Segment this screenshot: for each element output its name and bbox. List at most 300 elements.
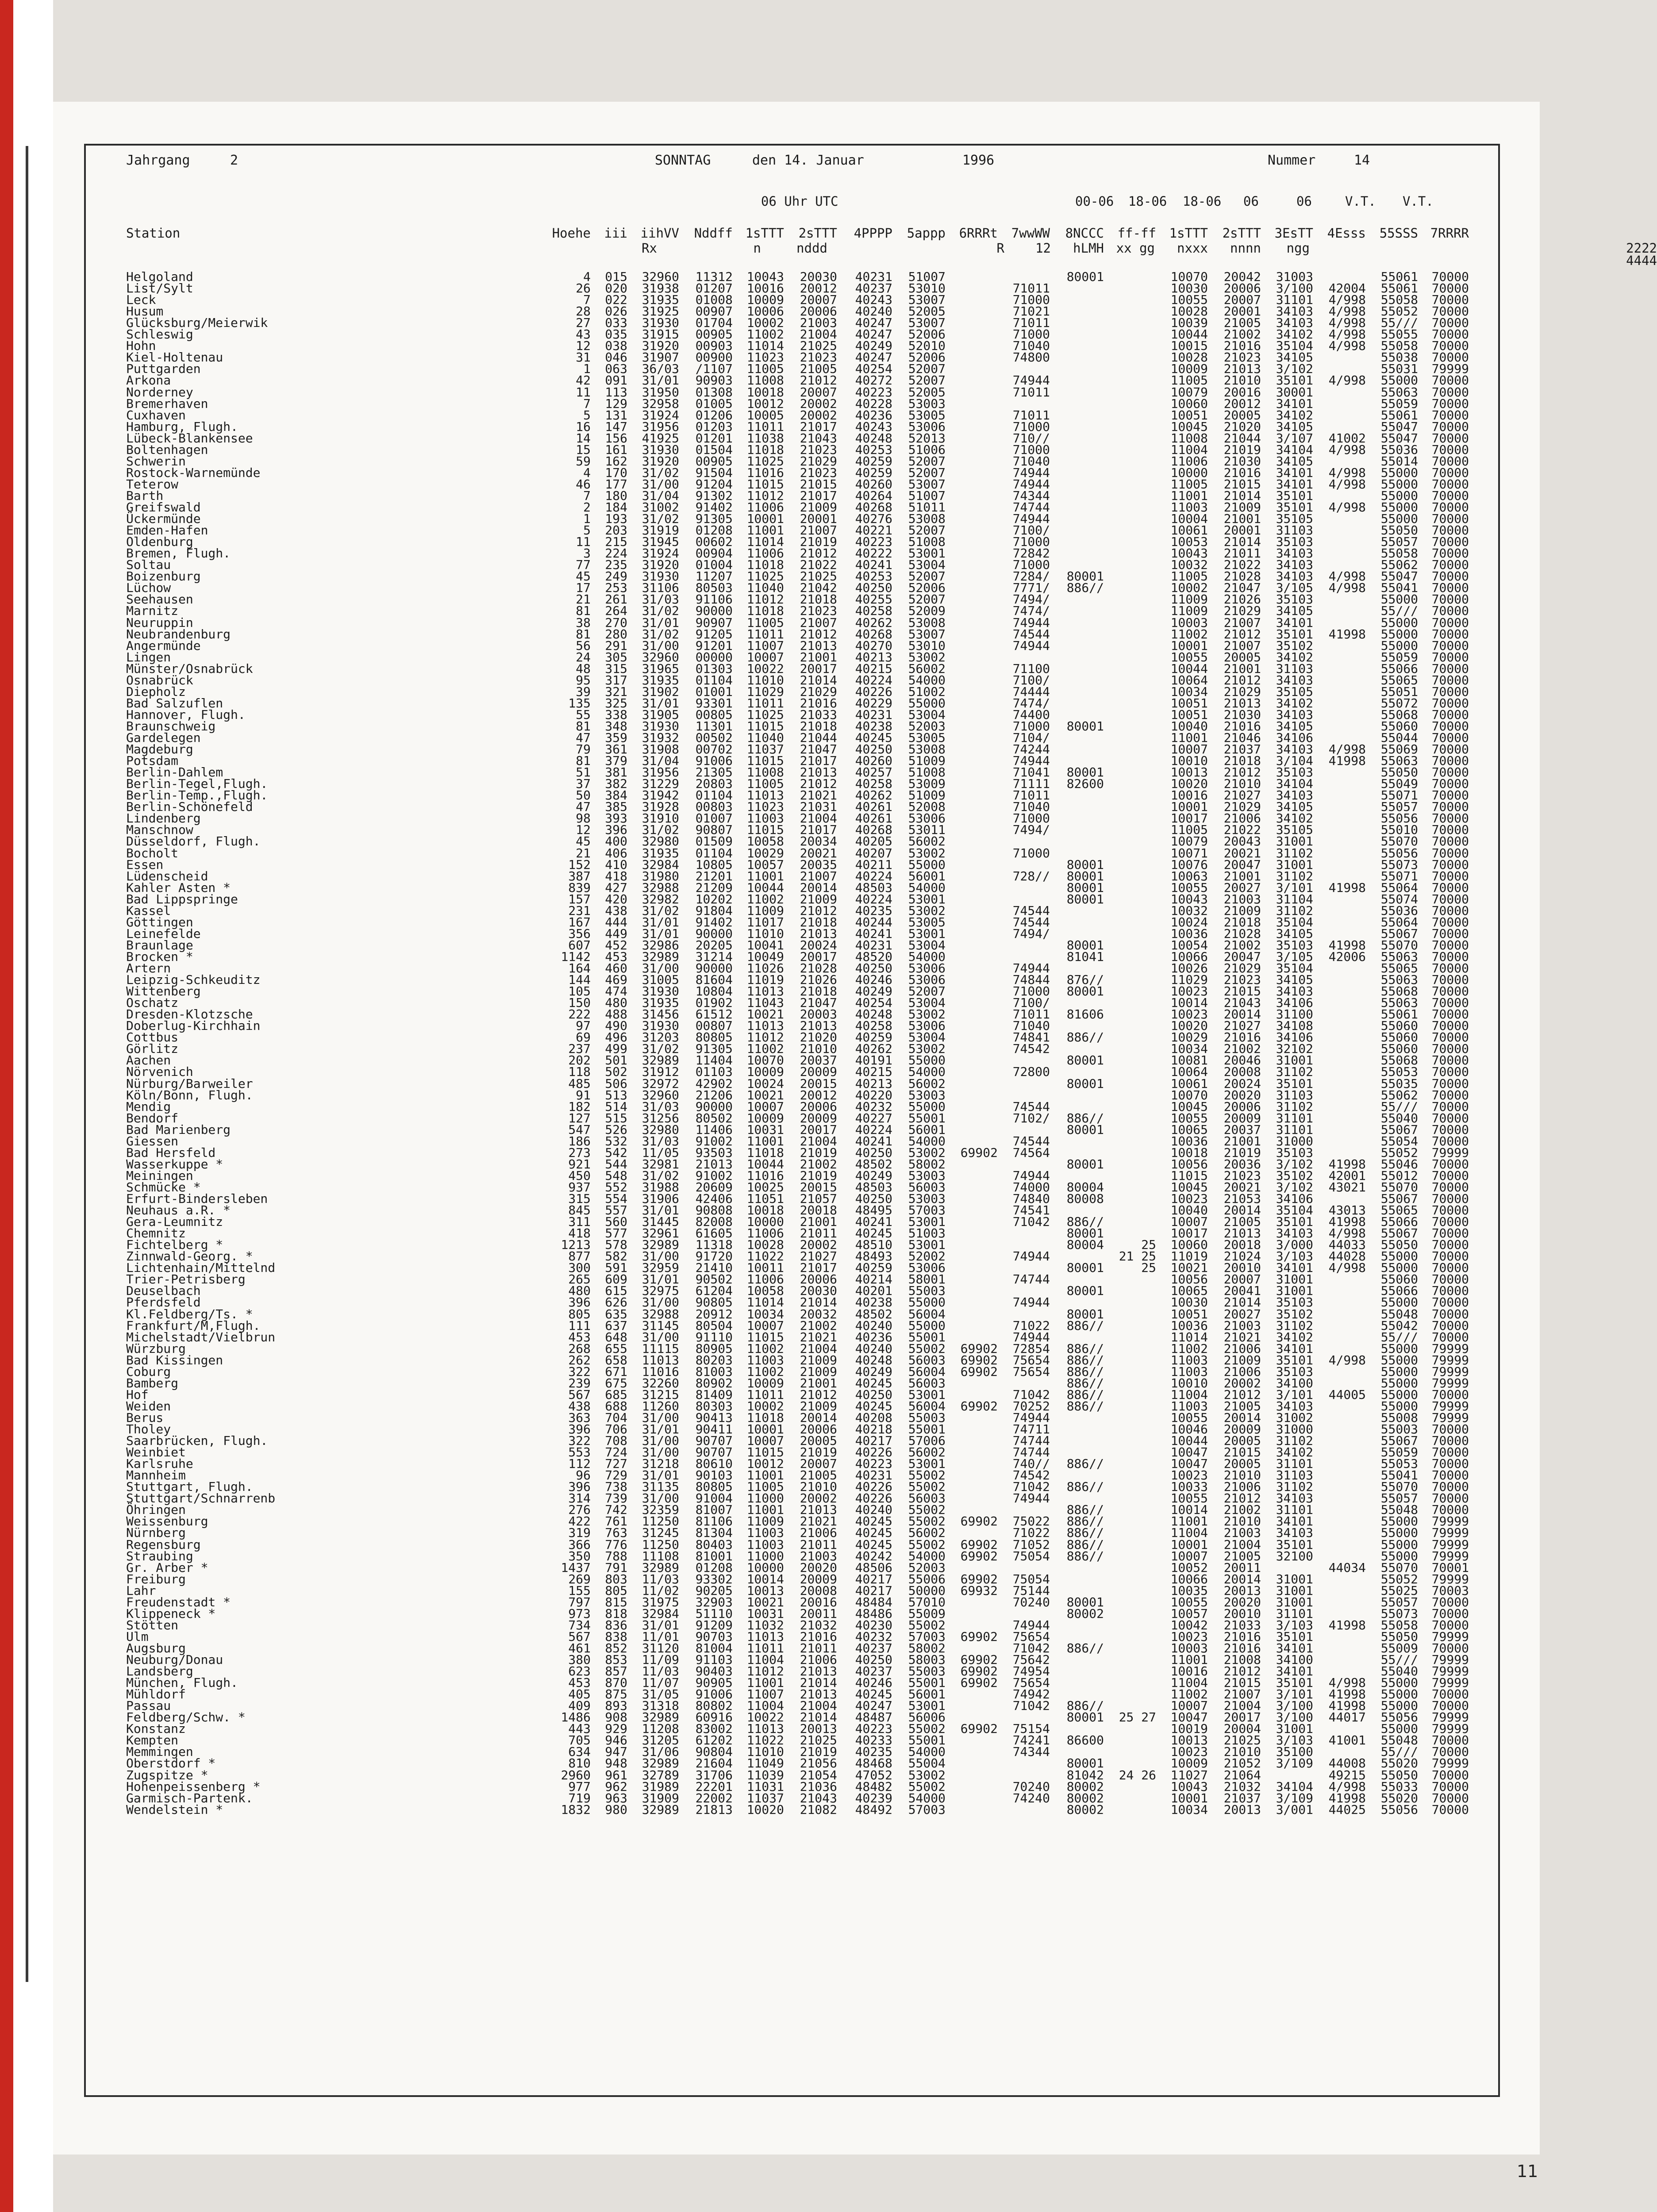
- cell-1sttt2: 10066: [1170, 949, 1208, 964]
- cell-nddff: 91504: [695, 465, 733, 480]
- cell-7rrrr: 70000: [1431, 718, 1469, 733]
- station-name: Seehausen: [126, 592, 193, 607]
- cell-6rrrt: 69902: [960, 1629, 998, 1644]
- cell-2sttt: 21029: [800, 684, 837, 699]
- cell-hoehe: 7: [583, 292, 591, 307]
- cell-hoehe: 17: [576, 580, 591, 595]
- cell-55sss: 55067: [1380, 1226, 1418, 1241]
- cell-iii: 038: [605, 338, 627, 353]
- cell-55sss: 55056: [1380, 1710, 1418, 1725]
- cell-iihvv: 11/05: [642, 1145, 679, 1160]
- cell-3estt: 34101: [1276, 1640, 1313, 1655]
- cell-nddff: 00905: [695, 327, 733, 342]
- cell-5appp: 52010: [908, 338, 946, 353]
- cell-nddff: 01303: [695, 661, 733, 676]
- col-header-6rrrt: 6RRRt: [959, 226, 998, 241]
- cell-1sttt: 11038: [746, 430, 784, 445]
- table-row: [0, 720, 1577, 733]
- cell-1sttt2: 10070: [1170, 269, 1208, 284]
- cell-iihvv: 31203: [642, 1030, 679, 1045]
- station-name: Passau: [126, 1698, 171, 1713]
- table-row: [0, 1331, 1577, 1344]
- cell-2sttt: 21047: [800, 995, 837, 1010]
- cell-7rrrr: 70000: [1431, 1064, 1469, 1079]
- cell-1sttt2: 10034: [1170, 684, 1208, 699]
- cell-iihvv: 32988: [642, 880, 679, 895]
- cell-4pppp: 40238: [855, 718, 892, 733]
- cell-7rrrr: 70000: [1431, 788, 1469, 803]
- cell-hoehe: 14: [576, 430, 591, 445]
- cell-2sttt: 20030: [800, 269, 837, 284]
- cell-5appp: 58002: [908, 1640, 946, 1655]
- cell-7wwww: 74744: [1012, 500, 1050, 515]
- cell-3estt: 34104: [1276, 442, 1313, 457]
- cell-3estt: 34103: [1276, 557, 1313, 572]
- cell-2sttt2: 20018: [1223, 1237, 1261, 1252]
- station-name: Wasserkuppe *: [126, 1156, 223, 1171]
- cell-iii: 852: [605, 1640, 627, 1655]
- cell-1sttt2: 10007: [1170, 1698, 1208, 1713]
- cell-5appp: 55001: [908, 1675, 946, 1690]
- cell-2sttt2: 21003: [1223, 1525, 1261, 1540]
- table-row: [0, 1435, 1577, 1447]
- cell-3estt: 3/105: [1276, 949, 1313, 964]
- cell-hoehe: 11: [576, 384, 591, 399]
- cell-1sttt2: 10051: [1170, 407, 1208, 422]
- cell-2sttt2: 21028: [1223, 926, 1261, 941]
- cell-2sttt: 21018: [800, 914, 837, 929]
- cell-2sttt2: 21015: [1223, 476, 1261, 492]
- table-row: [0, 1585, 1577, 1597]
- cell-1sttt2: 10051: [1170, 695, 1208, 710]
- cell-4pppp: 40249: [855, 1168, 892, 1183]
- cell-6rrrt: 69902: [960, 1548, 998, 1563]
- cell-2sttt: 21018: [800, 984, 837, 999]
- cell-iihvv: 32984: [642, 1606, 679, 1621]
- station-name: Meiningen: [126, 1168, 193, 1183]
- cell-8nccc: 80004: [1066, 1179, 1104, 1194]
- cell-nddff: 20205: [695, 937, 733, 952]
- cell-3estt: 31000: [1276, 1422, 1313, 1436]
- cell-2sttt: 21014: [800, 1675, 837, 1690]
- cell-55sss: 55050: [1380, 1237, 1418, 1252]
- cell-7rrrr: 70000: [1431, 1191, 1469, 1206]
- cell-nddff: 90502: [695, 1272, 733, 1287]
- cell-iihvv: 31/02: [642, 603, 679, 618]
- cell-7rrrr: 70000: [1431, 1018, 1469, 1033]
- cell-7wwww: 71011: [1012, 788, 1050, 803]
- cell-2sttt: 20034: [800, 834, 837, 849]
- cell-iii: 385: [605, 799, 627, 814]
- cell-2sttt: 21047: [800, 742, 837, 757]
- cell-1sttt: 10018: [746, 1203, 784, 1218]
- cell-1sttt2: 10020: [1170, 776, 1208, 791]
- cell-5appp: 53001: [908, 1237, 946, 1252]
- cell-1sttt2: 10079: [1170, 384, 1208, 399]
- cell-5appp: 53001: [908, 1698, 946, 1713]
- cell-1sttt: 10001: [746, 1422, 784, 1436]
- cell-2sttt: 21013: [800, 1502, 837, 1517]
- cell-55sss: 55048: [1380, 1306, 1418, 1321]
- cell-iii: 675: [605, 1375, 627, 1390]
- station-name: Berlin-Temp.,Flugh.: [126, 788, 268, 803]
- cell-8nccc: 80001: [1066, 1226, 1104, 1241]
- cell-1sttt2: 10042: [1170, 1617, 1208, 1632]
- table-row: [0, 674, 1577, 687]
- cell-8nccc: 81041: [1066, 949, 1104, 964]
- cell-hoehe: 623: [568, 1664, 591, 1679]
- cell-2sttt: 21012: [800, 776, 837, 791]
- cell-55sss: 55070: [1380, 1479, 1418, 1494]
- cell-5appp: 55002: [908, 1779, 946, 1794]
- cell-hoehe: 47: [576, 730, 591, 745]
- cell-1sttt2: 11001: [1170, 488, 1208, 503]
- cell-iihvv: 31/00: [642, 1295, 679, 1310]
- cell-7rrrr: 70000: [1431, 338, 1469, 353]
- cell-hoehe: 28: [576, 304, 591, 319]
- cell-hoehe: 418: [568, 1226, 591, 1241]
- station-name: Teterow: [126, 476, 179, 492]
- cell-8nccc: 886//: [1066, 1502, 1104, 1517]
- cell-2sttt: 20001: [800, 511, 837, 526]
- cell-hoehe: 69: [576, 1030, 591, 1045]
- cell-4pppp: 40249: [855, 338, 892, 353]
- cell-1sttt: 11016: [746, 1168, 784, 1183]
- cell-iii: 929: [605, 1721, 627, 1736]
- cell-7rrrr: 70000: [1431, 649, 1469, 664]
- cell-iii: 147: [605, 419, 627, 434]
- cell-nddff: 80502: [695, 1110, 733, 1125]
- cell-2sttt2: 21028: [1223, 569, 1261, 584]
- cell-iihvv: 32981: [642, 1156, 679, 1171]
- cell-7rrrr: 70000: [1431, 442, 1469, 457]
- cell-iihvv: 31945: [642, 534, 679, 549]
- cell-nddff: 11312: [695, 269, 733, 284]
- station-name: Artern: [126, 961, 171, 975]
- jahrgang-value: 2: [230, 153, 238, 168]
- cell-hoehe: 21: [576, 845, 591, 860]
- cell-2sttt: 21017: [800, 419, 837, 434]
- cell-7rrrr: 70000: [1431, 765, 1469, 780]
- cell-55sss: 55059: [1380, 396, 1418, 411]
- cell-55sss: 55000: [1380, 1352, 1418, 1367]
- cell-5appp: 54000: [908, 672, 946, 687]
- cell-7rrrr: 79999: [1431, 1364, 1469, 1379]
- table-row: [0, 605, 1577, 617]
- cell-2sttt2: 20027: [1223, 880, 1261, 895]
- cell-iii: 203: [605, 523, 627, 538]
- cell-ffff: 25 27: [1119, 1710, 1156, 1725]
- cell-2sttt: 21017: [800, 753, 837, 768]
- cell-7wwww: 71022: [1012, 1525, 1050, 1540]
- cell-iii: 317: [605, 672, 627, 687]
- cell-3estt: 34101: [1276, 1664, 1313, 1679]
- cell-4pppp: 40257: [855, 765, 892, 780]
- cell-5appp: 55000: [908, 1099, 946, 1114]
- cell-5appp: 55000: [908, 1295, 946, 1310]
- station-name: Hof: [126, 1387, 149, 1402]
- cell-7rrrr: 70000: [1431, 500, 1469, 515]
- cell-2sttt: 21025: [800, 569, 837, 584]
- cell-iihvv: 11/01: [642, 1629, 679, 1644]
- cell-iihvv: 31956: [642, 765, 679, 780]
- cell-5appp: 53008: [908, 742, 946, 757]
- cell-55sss: 55074: [1380, 891, 1418, 906]
- cell-1sttt: 11001: [746, 1502, 784, 1517]
- cell-hoehe: 567: [568, 1629, 591, 1644]
- cell-8nccc: 886//: [1066, 1514, 1104, 1529]
- cell-6rrrt: 69932: [960, 1583, 998, 1598]
- cell-1sttt2: 10023: [1170, 1191, 1208, 1206]
- cell-5appp: 54000: [908, 1064, 946, 1079]
- cell-2sttt2: 21018: [1223, 914, 1261, 929]
- cell-5appp: 53008: [908, 615, 946, 630]
- cell-nddff: 42902: [695, 1076, 733, 1091]
- cell-4pppp: 40220: [855, 1087, 892, 1102]
- cell-2sttt2: 21016: [1223, 1640, 1261, 1655]
- cell-4esss: 44005: [1328, 1387, 1366, 1402]
- cell-7wwww: 71111: [1012, 776, 1050, 791]
- cell-1sttt2: 10024: [1170, 914, 1208, 929]
- cell-hoehe: 202: [568, 1053, 591, 1068]
- cell-1sttt: 11012: [746, 1664, 784, 1679]
- cell-2sttt2: 20016: [1223, 384, 1261, 399]
- cell-7wwww: 72842: [1012, 546, 1050, 561]
- cell-2sttt2: 21012: [1223, 1491, 1261, 1506]
- cell-hoehe: 719: [568, 1790, 591, 1805]
- cell-hoehe: 2: [583, 500, 591, 515]
- cell-1sttt: 11013: [746, 1721, 784, 1736]
- cell-hoehe: 31: [576, 350, 591, 365]
- cell-nddff: 01104: [695, 788, 733, 803]
- cell-7rrrr: 70000: [1431, 269, 1469, 284]
- cell-8nccc: 886//: [1066, 1352, 1104, 1367]
- cell-3estt: 34103: [1276, 788, 1313, 803]
- cell-4pppp: 40258: [855, 776, 892, 791]
- cell-2sttt: 21014: [800, 1710, 837, 1725]
- cell-1sttt2: 10015: [1170, 338, 1208, 353]
- table-row: [0, 640, 1577, 652]
- cell-1sttt: 11006: [746, 1272, 784, 1287]
- cell-7rrrr: 70000: [1431, 615, 1469, 630]
- cell-2sttt2: 21022: [1223, 822, 1261, 837]
- cell-3estt: 31103: [1276, 523, 1313, 538]
- cell-4pppp: 40260: [855, 476, 892, 492]
- cell-4pppp: 40223: [855, 384, 892, 399]
- cell-4esss: 41998: [1328, 1698, 1366, 1713]
- cell-nddff: 91201: [695, 638, 733, 653]
- table-row: [0, 1527, 1577, 1539]
- cell-iihvv: 32988: [642, 1306, 679, 1321]
- table-row: [0, 1631, 1577, 1643]
- cell-nddff: 00602: [695, 534, 733, 549]
- cell-hoehe: 366: [568, 1537, 591, 1552]
- cell-3estt: 35104: [1276, 914, 1313, 929]
- cell-4pppp: 40259: [855, 465, 892, 480]
- cell-hoehe: 396: [568, 1479, 591, 1494]
- cell-7rrrr: 70000: [1431, 1617, 1469, 1632]
- cell-55sss: 55000: [1380, 500, 1418, 515]
- cell-3estt: 31102: [1276, 1064, 1313, 1079]
- cell-iii: 946: [605, 1733, 627, 1748]
- cell-nddff: 80303: [695, 1398, 733, 1413]
- cell-3estt: 34102: [1276, 327, 1313, 342]
- cell-1sttt: 11016: [746, 465, 784, 480]
- cell-2sttt2: 21046: [1223, 730, 1261, 745]
- col-sub-1sttt: n: [753, 241, 761, 256]
- cell-nddff: 91002: [695, 1168, 733, 1183]
- cell-hoehe: 977: [568, 1779, 591, 1794]
- cell-3estt: 31101: [1276, 1606, 1313, 1621]
- cell-1sttt2: 10055: [1170, 880, 1208, 895]
- cell-3estt: 34103: [1276, 1525, 1313, 1540]
- cell-1sttt2: 10013: [1170, 765, 1208, 780]
- cell-5appp: 53006: [908, 972, 946, 987]
- cell-7wwww: 71021: [1012, 304, 1050, 319]
- col-header-2sttt2: 2sTTT: [1222, 226, 1261, 241]
- cell-2sttt: 20020: [800, 1560, 837, 1575]
- cell-7rrrr: 70000: [1431, 972, 1469, 987]
- cell-1sttt2: 10019: [1170, 1721, 1208, 1736]
- cell-7wwww: 7284/: [1012, 569, 1050, 584]
- cell-4pppp: 40215: [855, 661, 892, 676]
- cell-55sss: 55000: [1380, 1537, 1418, 1552]
- cell-2sttt2: 20014: [1223, 1410, 1261, 1425]
- cell-2sttt2: 20017: [1223, 1710, 1261, 1725]
- cell-iii: 156: [605, 430, 627, 445]
- cell-4pppp: 40247: [855, 327, 892, 342]
- cell-7rrrr: 70000: [1431, 511, 1469, 526]
- cell-iihvv: 11260: [642, 1398, 679, 1413]
- station-name: Giessen: [126, 1133, 179, 1148]
- cell-3estt: 31001: [1276, 1053, 1313, 1068]
- cell-7wwww: 71041: [1012, 765, 1050, 780]
- cell-iii: 379: [605, 753, 627, 768]
- cell-nddff: 00803: [695, 799, 733, 814]
- cell-iihvv: 31005: [642, 972, 679, 987]
- cell-2sttt: 20003: [800, 1007, 837, 1022]
- cell-hoehe: 396: [568, 1422, 591, 1436]
- cell-8nccc: 886//: [1066, 1525, 1104, 1540]
- cell-3estt: 31103: [1276, 1087, 1313, 1102]
- cell-1sttt2: 10013: [1170, 1733, 1208, 1748]
- cell-hoehe: 797: [568, 1594, 591, 1609]
- cell-2sttt: 21056: [800, 1756, 837, 1771]
- cell-2sttt2: 20042: [1223, 269, 1261, 284]
- cell-1sttt: 10012: [746, 396, 784, 411]
- cell-7rrrr: 70000: [1431, 1479, 1469, 1494]
- cell-3estt: 3/101: [1276, 1687, 1313, 1702]
- cell-iii: 382: [605, 776, 627, 791]
- cell-2sttt2: 21030: [1223, 707, 1261, 722]
- cell-iihvv: 31930: [642, 984, 679, 999]
- cell-7rrrr: 70000: [1431, 465, 1469, 480]
- cell-nddff: 91204: [695, 476, 733, 492]
- cell-iii: 400: [605, 834, 627, 849]
- cell-1sttt: 10009: [746, 1110, 784, 1125]
- cell-iihvv: 31/00: [642, 1445, 679, 1460]
- cell-4esss: 42006: [1328, 949, 1366, 964]
- cell-55sss: 55044: [1380, 730, 1418, 745]
- cell-3estt: 34101: [1276, 465, 1313, 480]
- cell-1sttt: 11012: [746, 488, 784, 503]
- cell-2sttt2: 21011: [1223, 546, 1261, 561]
- cell-5appp: 52013: [908, 430, 946, 445]
- cell-5appp: 52005: [908, 304, 946, 319]
- station-name: Oberstdorf *: [126, 1756, 216, 1771]
- cell-nddff: 00905: [695, 453, 733, 469]
- cell-2sttt2: 20005: [1223, 649, 1261, 664]
- cell-4pppp: 48506: [855, 1560, 892, 1575]
- cell-1sttt2: 10001: [1170, 638, 1208, 653]
- cell-1sttt2: 10033: [1170, 1479, 1208, 1494]
- cell-4pppp: 40231: [855, 1468, 892, 1483]
- cell-5appp: 55000: [908, 1318, 946, 1333]
- cell-55sss: 55058: [1380, 1617, 1418, 1632]
- cell-iihvv: 31/06: [642, 1744, 679, 1759]
- cell-2sttt2: 21005: [1223, 1398, 1261, 1413]
- cell-iihvv: 31/03: [642, 1133, 679, 1148]
- cell-1sttt: 10005: [746, 407, 784, 422]
- table-row: [0, 709, 1577, 721]
- cell-iihvv: 31/01: [642, 1422, 679, 1436]
- cell-7rrrr: 70000: [1431, 557, 1469, 572]
- cell-2sttt2: 20014: [1223, 1203, 1261, 1218]
- cell-7wwww: 74944: [1012, 1168, 1050, 1183]
- cell-nddff: 01902: [695, 995, 733, 1010]
- cell-hoehe: 38: [576, 615, 591, 630]
- cell-nddff: 31214: [695, 949, 733, 964]
- table-row: [0, 1273, 1577, 1286]
- cell-hoehe: 973: [568, 1606, 591, 1621]
- cell-1sttt: 11005: [746, 361, 784, 376]
- cell-7rrrr: 79999: [1431, 1652, 1469, 1667]
- station-name: Göttingen: [126, 914, 193, 929]
- cell-nddff: 91302: [695, 488, 733, 503]
- cell-2sttt2: 21007: [1223, 1687, 1261, 1702]
- cell-hoehe: 311: [568, 1214, 591, 1229]
- cell-7wwww: 7102/: [1012, 1110, 1050, 1125]
- table-row: [0, 1654, 1577, 1666]
- cell-3estt: 35103: [1276, 1364, 1313, 1379]
- cell-iii: 406: [605, 845, 627, 860]
- cell-iii: 022: [605, 292, 627, 307]
- cell-7wwww: 74944: [1012, 638, 1050, 653]
- cell-iihvv: 31/02: [642, 511, 679, 526]
- cell-iihvv: 31/04: [642, 753, 679, 768]
- cell-2sttt: 21009: [800, 891, 837, 906]
- cell-2sttt2: 21043: [1223, 995, 1261, 1010]
- cell-1sttt2: 10003: [1170, 1640, 1208, 1655]
- cell-hoehe: 127: [568, 1110, 591, 1125]
- cell-4esss: 4/998: [1328, 315, 1366, 330]
- cell-55sss: 55000: [1380, 1375, 1418, 1390]
- cell-hoehe: 46: [576, 476, 591, 492]
- cell-iii: 727: [605, 1456, 627, 1471]
- cell-5appp: 55002: [908, 1721, 946, 1736]
- table-row: [0, 1711, 1577, 1724]
- cell-3estt: 34103: [1276, 1491, 1313, 1506]
- cell-iihvv: 31/01: [642, 1468, 679, 1483]
- cell-iihvv: 11/02: [642, 1583, 679, 1598]
- cell-55sss: 55012: [1380, 1168, 1418, 1183]
- cell-hoehe: 268: [568, 1341, 591, 1356]
- cell-7rrrr: 70000: [1431, 1779, 1469, 1794]
- station-name: Hannover, Flugh.: [126, 707, 246, 722]
- cell-55sss: 55036: [1380, 442, 1418, 457]
- cell-iii: 704: [605, 1410, 627, 1425]
- cell-4pppp: 40241: [855, 926, 892, 941]
